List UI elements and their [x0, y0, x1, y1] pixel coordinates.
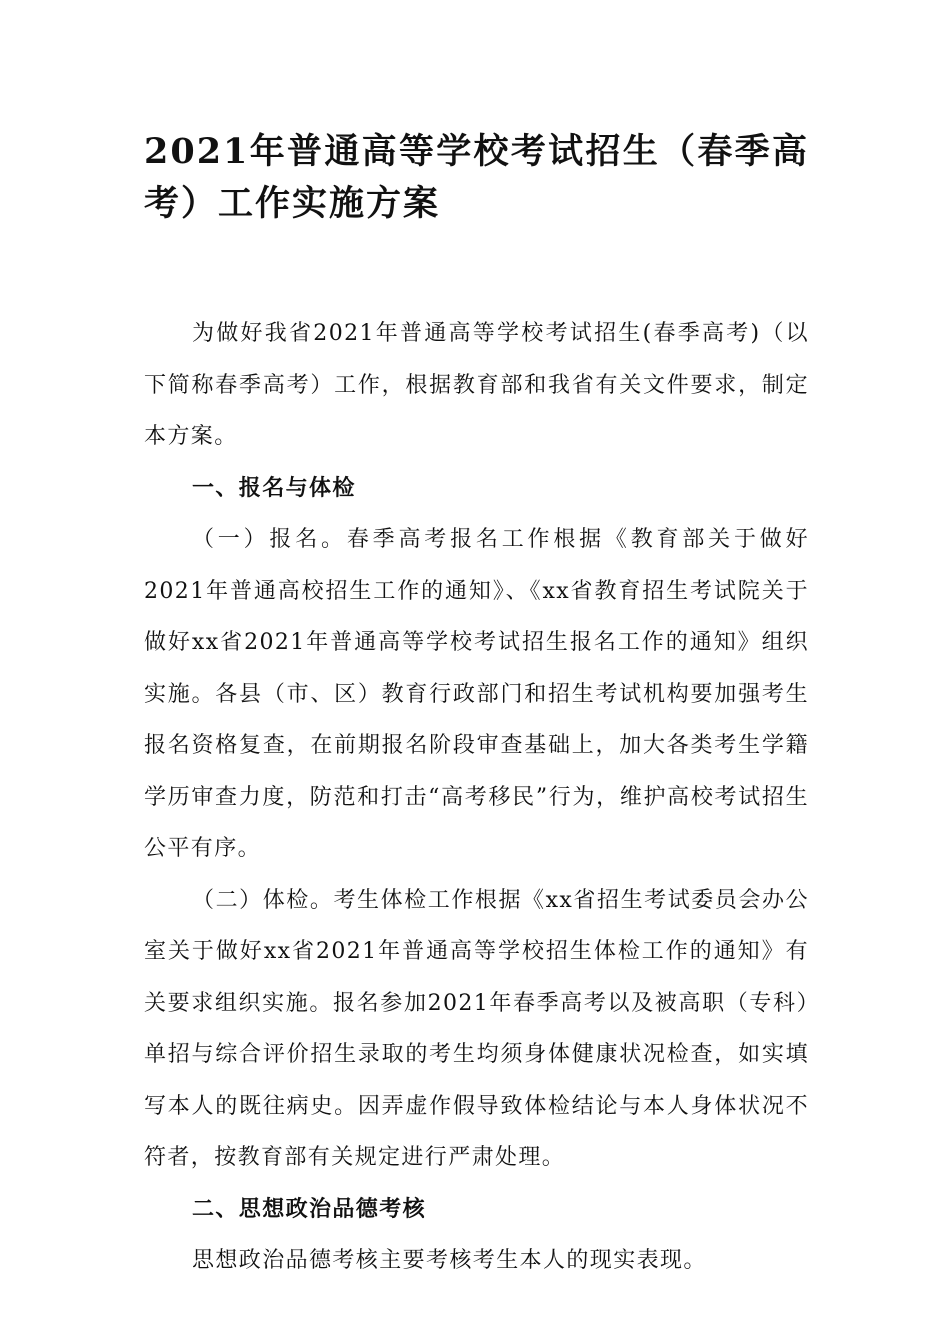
section-heading-registration: 一、报名与体检: [192, 474, 356, 501]
paragraph-registration: （一）报名。春季高考报名工作根据《教育部关于做好2021年普通高校招生工作的通知》、《xx省教育招生考试院关于做好xx省2021年普通高等学校考试招生报名工作的通知》组织实施。各县（市、区）教育行政部门和招生考试机构要加强考生报名资格复查，在前期报名阶段审查基础上，加大各类考生学籍学历审查力度，防范和打击“高考移民”行为，维护高校考试招生公平有序。: [144, 527, 809, 861]
document-title: 2021年普通高等学校考试招生（春季高考）工作实施方案: [144, 131, 809, 224]
document-page: [144, 120, 809, 1287]
document-body: [144, 308, 809, 1287]
paragraph-physical-exam: （二）体检。考生体检工作根据《xx省招生考试委员会办公室关于做好xx省2021年普通高等学校招生体检工作的通知》有关要求组织实施。报名参加2021年春季高考以及被高职（专科）单招与综合评价招生录取的考生均须身体健康状况检查，如实填写本人的既往病史。因弄虚作假导致体检结论与本人身体状况不符者，按教育部有关规定进行严肃处理。: [144, 887, 809, 1170]
paragraph-moral-assessment: 思想政治品德考核主要考核考生本人的现实表现。: [192, 1248, 707, 1273]
section-heading-moral-assessment: 二、思想政治品德考核: [192, 1195, 427, 1222]
paragraph-intro: 为做好我省2021年普通高等学校考试招生(春季高考)（以下简称春季高考）工作，根据教育部和我省有关文件要求，制定本方案。: [144, 321, 809, 449]
